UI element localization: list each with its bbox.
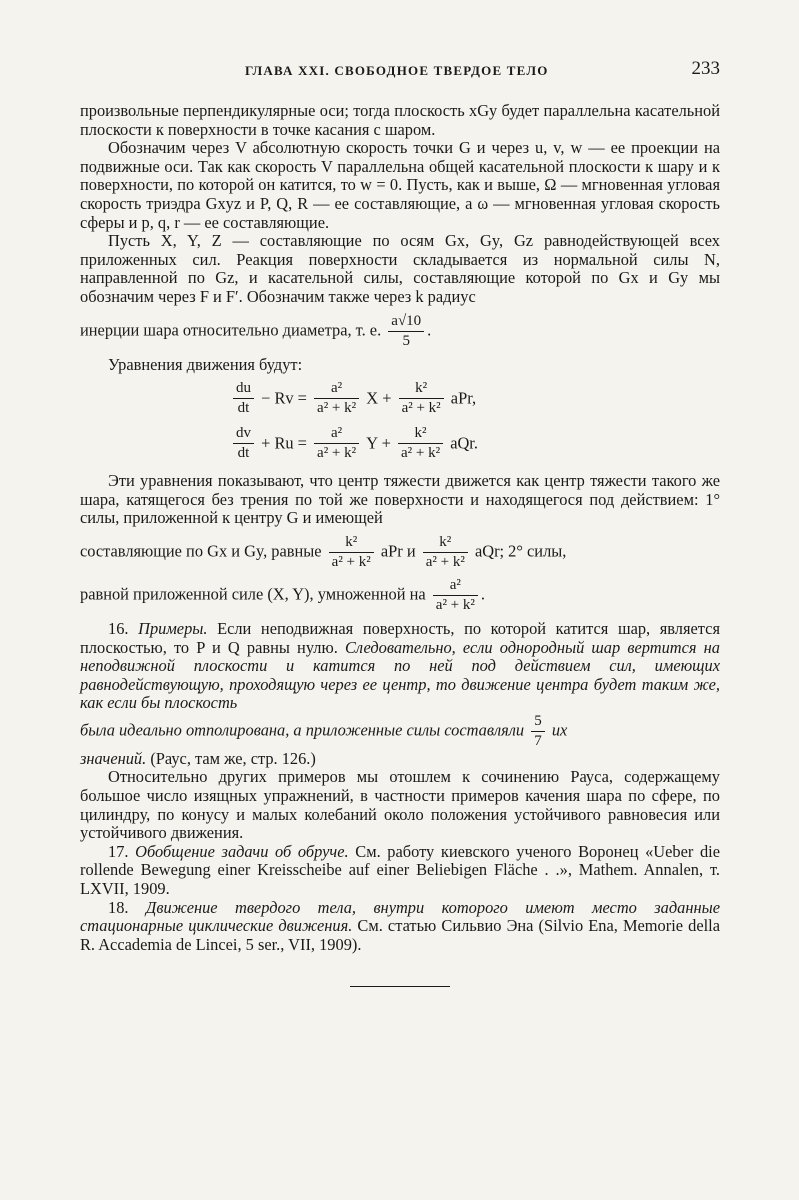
eq2-lhs-den: dt [237, 445, 250, 462]
eq1-fraction-2 [399, 380, 444, 417]
eq2-fraction-1 [314, 425, 359, 462]
multiplied-fraction [433, 577, 478, 614]
eq2-f1-den: a² + k² [317, 445, 357, 462]
equation-2 [230, 425, 720, 462]
eq1-f2-num: k² [399, 380, 444, 399]
equations-intro: Уравнения движения будут: [108, 354, 303, 374]
mf-den: a² + k² [435, 596, 475, 613]
eq1-f2-den: a² + k² [401, 400, 441, 417]
paragraph-interpretation: Эти уравнения показывают, что центр тяжести движется как центр тяжести такого же шара, катящегося без трения по той же поверхности и находящегося под действием: 1° силы, приложенной к центру G и имеющей [80, 471, 720, 528]
equations-of-motion [230, 380, 720, 462]
components-end: aQr; 2° силы, [474, 541, 567, 561]
section-18 [80, 899, 720, 955]
eq2-lhs-rest: + Ru = [261, 433, 307, 453]
eq1-lhs-den: dt [237, 400, 250, 417]
running-head [80, 58, 720, 88]
section-17-heading: Обобщение задачи об обруче. [135, 841, 349, 861]
section-16-end [80, 750, 720, 769]
eq1-lhs-fraction [233, 380, 254, 417]
eq1-lhs-num: du [233, 380, 254, 399]
section-16-heading: Примеры. [138, 618, 208, 638]
section-16-number: 16. [108, 618, 129, 638]
section-17-text: См. работу киевского ученого Воронец «Ueber die rollende Bewegung einer Kreisscheibe auf einer Beliebigen Fläche . .», Mathem. Annalen, т. LXVII, 1909. [80, 841, 721, 899]
eq1-fraction-1 [314, 380, 359, 417]
section-16-italic: Следовательно, если однородный шар вертится на неподвижной плоскости и катится по ней под действием сил, имеющих равнодействующую, проходящую через ее центр, то движение центра будет таким же, как если бы плоскость [80, 637, 720, 713]
section-18-number: 18. [108, 897, 129, 917]
radius-of-gyration-line: инерции шара относительно диаметра, т. е. $\frac{a√10}{5}$ . [80, 312, 432, 349]
eq1-f1-num: a² [314, 380, 359, 399]
radius-fraction-denominator: 5 [402, 332, 410, 349]
radius-fraction [388, 313, 424, 350]
end-rule [350, 986, 450, 987]
section-18-heading: Движение твердого тела, внутри которого имеют место заданные стационарные циклические движения. [80, 897, 720, 936]
eq2-end: aQr. [450, 433, 478, 453]
components-line [80, 534, 720, 571]
fs-num: 5 [531, 713, 545, 732]
cf1-num: k² [329, 534, 374, 553]
section-17 [80, 843, 720, 899]
eq2-lhs-fraction [233, 425, 254, 462]
eq1-mid: X + [366, 388, 392, 408]
cf2-num: k² [423, 534, 468, 553]
page-body [80, 102, 720, 954]
paragraph-other-examples: Относительно других примеров мы отошлем к сочинению Рауса, содержащему большое число изящных упражнений, в частности примеров качения шара по сфере, по цилиндру, по конусу и малых колебаний около положения устойчивого равновесия или устойчивого движения. [80, 767, 720, 843]
page-number: 233 [691, 58, 720, 79]
page [80, 58, 720, 954]
eq1-lhs-rest: − Rv = [261, 388, 307, 408]
eq1-end: aPr, [450, 388, 477, 408]
equation-1 [230, 380, 720, 417]
section-16-italic-end: их [551, 720, 568, 740]
eq2-lhs-num: dv [233, 425, 254, 444]
five-sevenths-fraction [531, 713, 545, 750]
paragraph-velocity: Обозначим через V абсолютную скорость точки G и через u, v, w — ее проекции на подвижные оси. Так как скорость V параллельна общей касательной плоскости к шару и к поверхности, по которой он катится, то w = 0. Пусть, как и выше, Ω — мгновенная угловая скорость триэдра Gxyz и P, Q, R — ее составляющие, а ω — мгновенная угловая скорость сферы и p, q, r — ее составляющие. [80, 138, 720, 232]
radius-text: инерции шара относительно диаметра, т. е. [80, 319, 382, 339]
multiplied-text: равной приложенной силе (X, Y), умноженной на [80, 584, 426, 604]
section-17-number: 17. [108, 841, 129, 861]
section-18-text: См. статью Сильвио Эна (Silvio Ena, Memorie della R. Accademia de Lincei, 5 ser., VII, 1909). [80, 916, 720, 954]
paragraph-forces: Пусть X, Y, Z — составляющие по осям Gx, Gy, Gz равнодействующей всех приложенных сил. Реакция поверхности складывается из нормальной силы N, направленной по Gz, и касательной силы, составляющие которой по Gx и Gy мы обозначим через F и F′. Обозначим также через k радиус [80, 231, 720, 306]
cf1-den: a² + k² [331, 553, 371, 570]
components-mid: aPr и [380, 541, 416, 561]
multiplied-end: . [480, 584, 486, 604]
section-16-reference: (Раус, там же, стр. 126.) [150, 748, 316, 768]
fs-den: 7 [534, 732, 542, 749]
section-16 [80, 620, 720, 713]
eq2-f1-num: a² [314, 425, 359, 444]
eq2-f2-den: a² + k² [400, 445, 441, 462]
cf2-den: a² + k² [425, 553, 465, 570]
eq2-f2-num: k² [398, 425, 443, 444]
section-16-text: Если неподвижная поверхность, по которой катится шар, является плоскостью, то P и Q равны нулю. [80, 618, 720, 657]
section-16-italic-line: была идеально отполирована, а приложенные силы составляли [80, 720, 525, 740]
paragraph-continuation: произвольные перпендикулярные оси; тогда плоскость xGy будет параллельна касательной плоскости к поверхности в точке касания с шаром. [80, 101, 720, 139]
section-16-last-italic: значений. [80, 748, 147, 768]
section-16-fraction-line [80, 713, 720, 750]
eq2-fraction-2 [398, 425, 443, 462]
eq1-f1-den: a² + k² [317, 400, 357, 417]
components-text: составляющие по Gx и Gy, равные [80, 541, 322, 561]
components-fraction-1 [329, 534, 374, 571]
chapter-title: ГЛАВА XXI. СВОБОДНОЕ ТВЕРДОЕ ТЕЛО [245, 63, 549, 78]
multiplied-line [80, 577, 720, 614]
mf-num: a² [433, 577, 478, 596]
eq2-mid: Y + [366, 433, 391, 453]
radius-fraction-numerator: a√10 [388, 313, 424, 332]
components-fraction-2 [423, 534, 468, 571]
